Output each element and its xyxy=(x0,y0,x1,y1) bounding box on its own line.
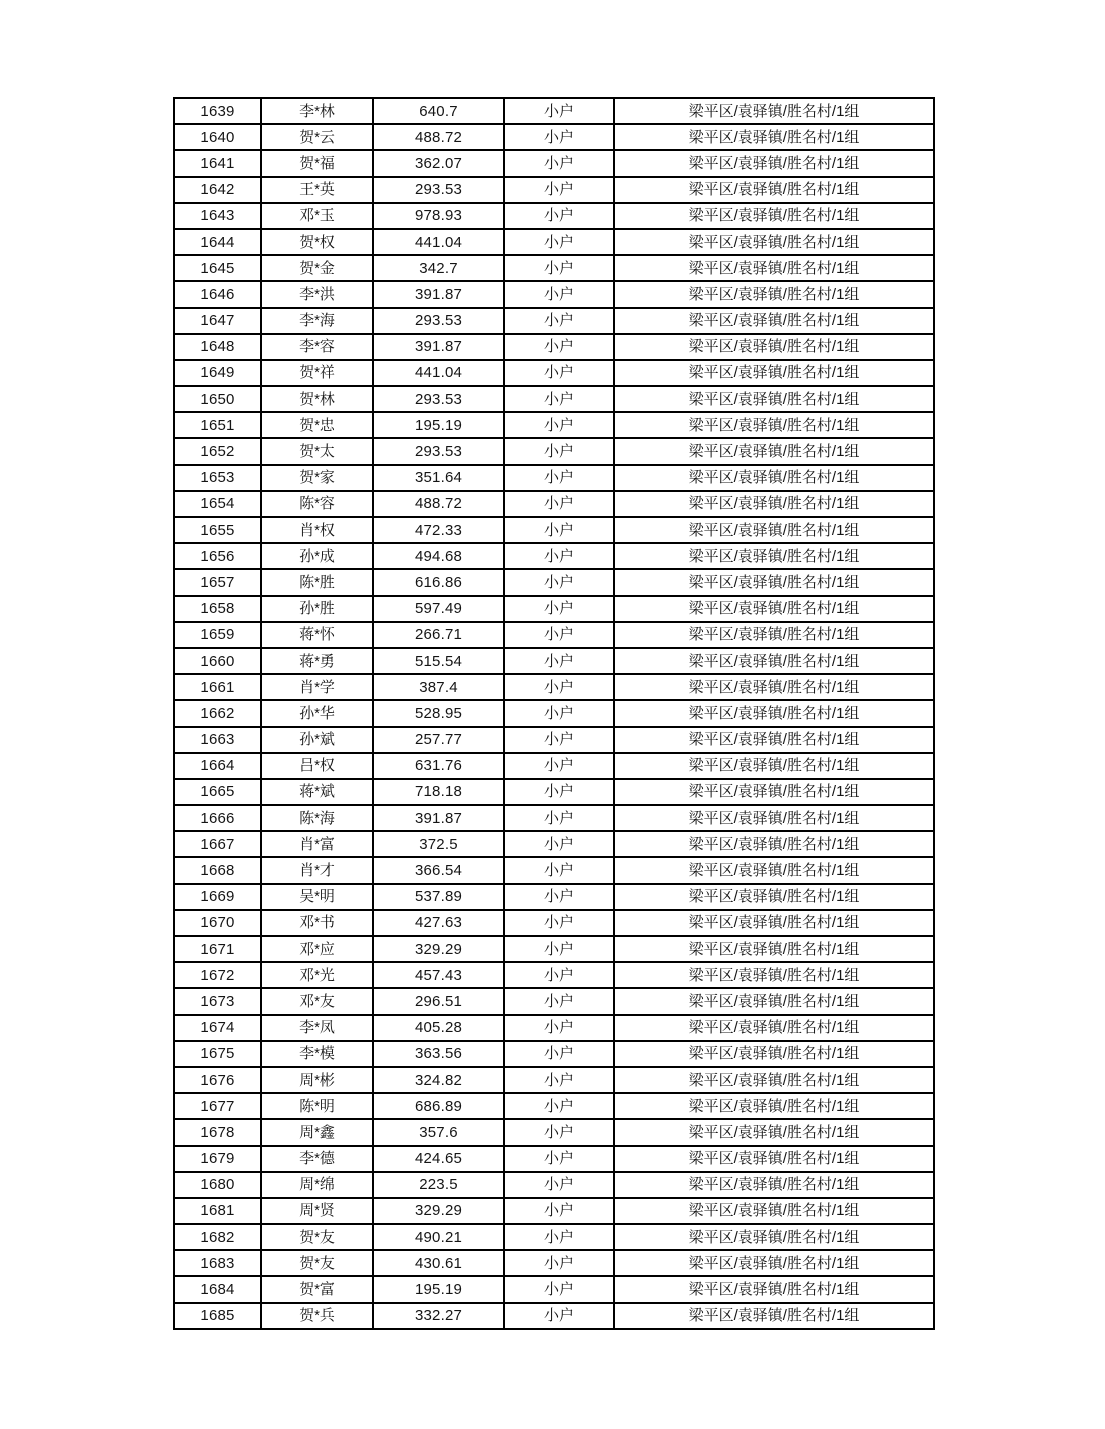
cell-id: 1674 xyxy=(174,1015,261,1041)
cell-location: 梁平区/袁驿镇/胜名村/1组 xyxy=(614,753,934,779)
cell-name: 周*贤 xyxy=(261,1198,373,1224)
table-row xyxy=(174,1119,934,1145)
cell-amount: 387.4 xyxy=(373,674,504,700)
cell-name: 李*凤 xyxy=(261,1015,373,1041)
table-row xyxy=(174,491,934,517)
table-row xyxy=(174,438,934,464)
cell-name: 李*海 xyxy=(261,308,373,334)
cell-amount: 441.04 xyxy=(373,229,504,255)
cell-category: 小户 xyxy=(504,988,614,1014)
cell-name: 邓*书 xyxy=(261,910,373,936)
cell-name: 贺*权 xyxy=(261,229,373,255)
cell-amount: 488.72 xyxy=(373,124,504,150)
cell-location: 梁平区/袁驿镇/胜名村/1组 xyxy=(614,281,934,307)
cell-location: 梁平区/袁驿镇/胜名村/1组 xyxy=(614,805,934,831)
cell-category: 小户 xyxy=(504,1015,614,1041)
table-row xyxy=(174,543,934,569)
cell-category: 小户 xyxy=(504,386,614,412)
table-row xyxy=(174,779,934,805)
cell-location: 梁平区/袁驿镇/胜名村/1组 xyxy=(614,1224,934,1250)
table-row xyxy=(174,281,934,307)
cell-location: 梁平区/袁驿镇/胜名村/1组 xyxy=(614,334,934,360)
cell-id: 1657 xyxy=(174,569,261,595)
cell-location: 梁平区/袁驿镇/胜名村/1组 xyxy=(614,98,934,124)
cell-name: 陈*容 xyxy=(261,491,373,517)
cell-category: 小户 xyxy=(504,1198,614,1224)
cell-amount: 391.87 xyxy=(373,281,504,307)
cell-id: 1666 xyxy=(174,805,261,831)
cell-category: 小户 xyxy=(504,203,614,229)
cell-id: 1647 xyxy=(174,308,261,334)
cell-amount: 329.29 xyxy=(373,936,504,962)
cell-category: 小户 xyxy=(504,1067,614,1093)
cell-category: 小户 xyxy=(504,569,614,595)
table-row xyxy=(174,386,934,412)
cell-location: 梁平区/袁驿镇/胜名村/1组 xyxy=(614,1172,934,1198)
cell-id: 1641 xyxy=(174,150,261,176)
table-row xyxy=(174,1015,934,1041)
table-row xyxy=(174,674,934,700)
cell-category: 小户 xyxy=(504,491,614,517)
cell-category: 小户 xyxy=(504,779,614,805)
cell-amount: 494.68 xyxy=(373,543,504,569)
cell-name: 蒋*勇 xyxy=(261,648,373,674)
cell-location: 梁平区/袁驿镇/胜名村/1组 xyxy=(614,962,934,988)
cell-amount: 332.27 xyxy=(373,1303,504,1329)
table-row xyxy=(174,753,934,779)
cell-id: 1645 xyxy=(174,255,261,281)
cell-amount: 266.71 xyxy=(373,622,504,648)
cell-amount: 329.29 xyxy=(373,1198,504,1224)
cell-category: 小户 xyxy=(504,308,614,334)
cell-location: 梁平区/袁驿镇/胜名村/1组 xyxy=(614,150,934,176)
cell-id: 1646 xyxy=(174,281,261,307)
cell-amount: 430.61 xyxy=(373,1250,504,1276)
table-row xyxy=(174,150,934,176)
cell-location: 梁平区/袁驿镇/胜名村/1组 xyxy=(614,700,934,726)
cell-name: 贺*家 xyxy=(261,465,373,491)
cell-category: 小户 xyxy=(504,255,614,281)
table-row xyxy=(174,569,934,595)
table-row xyxy=(174,255,934,281)
cell-id: 1652 xyxy=(174,438,261,464)
cell-location: 梁平区/袁驿镇/胜名村/1组 xyxy=(614,308,934,334)
cell-amount: 488.72 xyxy=(373,491,504,517)
cell-id: 1659 xyxy=(174,622,261,648)
table-row xyxy=(174,1146,934,1172)
cell-id: 1663 xyxy=(174,727,261,753)
cell-name: 吴*明 xyxy=(261,884,373,910)
cell-id: 1681 xyxy=(174,1198,261,1224)
cell-amount: 528.95 xyxy=(373,700,504,726)
cell-id: 1664 xyxy=(174,753,261,779)
table-row xyxy=(174,700,934,726)
cell-id: 1672 xyxy=(174,962,261,988)
table-row xyxy=(174,1093,934,1119)
cell-amount: 357.6 xyxy=(373,1119,504,1145)
cell-name: 周*彬 xyxy=(261,1067,373,1093)
cell-amount: 616.86 xyxy=(373,569,504,595)
cell-location: 梁平区/袁驿镇/胜名村/1组 xyxy=(614,1093,934,1119)
cell-name: 贺*云 xyxy=(261,124,373,150)
cell-id: 1675 xyxy=(174,1041,261,1067)
cell-location: 梁平区/袁驿镇/胜名村/1组 xyxy=(614,936,934,962)
cell-id: 1684 xyxy=(174,1276,261,1302)
cell-location: 梁平区/袁驿镇/胜名村/1组 xyxy=(614,857,934,883)
cell-location: 梁平区/袁驿镇/胜名村/1组 xyxy=(614,1041,934,1067)
cell-category: 小户 xyxy=(504,1276,614,1302)
table-row xyxy=(174,805,934,831)
cell-amount: 195.19 xyxy=(373,1276,504,1302)
cell-id: 1650 xyxy=(174,386,261,412)
cell-category: 小户 xyxy=(504,1172,614,1198)
cell-location: 梁平区/袁驿镇/胜名村/1组 xyxy=(614,491,934,517)
cell-id: 1667 xyxy=(174,831,261,857)
table-row xyxy=(174,98,934,124)
cell-category: 小户 xyxy=(504,962,614,988)
cell-category: 小户 xyxy=(504,648,614,674)
cell-category: 小户 xyxy=(504,334,614,360)
table-row xyxy=(174,517,934,543)
cell-location: 梁平区/袁驿镇/胜名村/1组 xyxy=(614,1276,934,1302)
cell-amount: 490.21 xyxy=(373,1224,504,1250)
table-row xyxy=(174,596,934,622)
cell-location: 梁平区/袁驿镇/胜名村/1组 xyxy=(614,203,934,229)
cell-location: 梁平区/袁驿镇/胜名村/1组 xyxy=(614,1250,934,1276)
cell-name: 邓*玉 xyxy=(261,203,373,229)
cell-category: 小户 xyxy=(504,150,614,176)
cell-name: 贺*福 xyxy=(261,150,373,176)
cell-id: 1660 xyxy=(174,648,261,674)
cell-location: 梁平区/袁驿镇/胜名村/1组 xyxy=(614,831,934,857)
cell-location: 梁平区/袁驿镇/胜名村/1组 xyxy=(614,674,934,700)
table-row xyxy=(174,1276,934,1302)
cell-category: 小户 xyxy=(504,700,614,726)
table-row xyxy=(174,1172,934,1198)
cell-id: 1655 xyxy=(174,517,261,543)
cell-category: 小户 xyxy=(504,438,614,464)
cell-amount: 537.89 xyxy=(373,884,504,910)
cell-name: 李*洪 xyxy=(261,281,373,307)
cell-category: 小户 xyxy=(504,412,614,438)
cell-location: 梁平区/袁驿镇/胜名村/1组 xyxy=(614,360,934,386)
cell-id: 1640 xyxy=(174,124,261,150)
cell-category: 小户 xyxy=(504,177,614,203)
cell-category: 小户 xyxy=(504,360,614,386)
table-row xyxy=(174,936,934,962)
cell-amount: 597.49 xyxy=(373,596,504,622)
cell-id: 1651 xyxy=(174,412,261,438)
cell-name: 贺*友 xyxy=(261,1224,373,1250)
cell-name: 陈*明 xyxy=(261,1093,373,1119)
cell-category: 小户 xyxy=(504,543,614,569)
table-row xyxy=(174,465,934,491)
cell-name: 蒋*怀 xyxy=(261,622,373,648)
cell-name: 孙*胜 xyxy=(261,596,373,622)
table-row xyxy=(174,308,934,334)
cell-category: 小户 xyxy=(504,98,614,124)
cell-location: 梁平区/袁驿镇/胜名村/1组 xyxy=(614,988,934,1014)
cell-category: 小户 xyxy=(504,229,614,255)
cell-name: 周*绵 xyxy=(261,1172,373,1198)
cell-location: 梁平区/袁驿镇/胜名村/1组 xyxy=(614,1146,934,1172)
cell-location: 梁平区/袁驿镇/胜名村/1组 xyxy=(614,124,934,150)
cell-id: 1669 xyxy=(174,884,261,910)
cell-id: 1673 xyxy=(174,988,261,1014)
table-row xyxy=(174,1041,934,1067)
cell-name: 邓*应 xyxy=(261,936,373,962)
cell-amount: 718.18 xyxy=(373,779,504,805)
cell-amount: 293.53 xyxy=(373,438,504,464)
cell-amount: 223.5 xyxy=(373,1172,504,1198)
cell-name: 邓*光 xyxy=(261,962,373,988)
cell-location: 梁平区/袁驿镇/胜名村/1组 xyxy=(614,1119,934,1145)
table-row xyxy=(174,229,934,255)
cell-location: 梁平区/袁驿镇/胜名村/1组 xyxy=(614,1198,934,1224)
cell-amount: 366.54 xyxy=(373,857,504,883)
cell-id: 1643 xyxy=(174,203,261,229)
cell-name: 周*鑫 xyxy=(261,1119,373,1145)
cell-category: 小户 xyxy=(504,465,614,491)
cell-name: 邓*友 xyxy=(261,988,373,1014)
cell-amount: 441.04 xyxy=(373,360,504,386)
cell-name: 蒋*斌 xyxy=(261,779,373,805)
cell-amount: 391.87 xyxy=(373,805,504,831)
cell-id: 1665 xyxy=(174,779,261,805)
cell-amount: 372.5 xyxy=(373,831,504,857)
cell-category: 小户 xyxy=(504,1093,614,1119)
cell-category: 小户 xyxy=(504,831,614,857)
cell-name: 肖*才 xyxy=(261,857,373,883)
cell-id: 1648 xyxy=(174,334,261,360)
cell-amount: 405.28 xyxy=(373,1015,504,1041)
cell-id: 1661 xyxy=(174,674,261,700)
cell-name: 贺*富 xyxy=(261,1276,373,1302)
table-row xyxy=(174,857,934,883)
cell-location: 梁平区/袁驿镇/胜名村/1组 xyxy=(614,1303,934,1329)
cell-category: 小户 xyxy=(504,857,614,883)
cell-location: 梁平区/袁驿镇/胜名村/1组 xyxy=(614,884,934,910)
cell-location: 梁平区/袁驿镇/胜名村/1组 xyxy=(614,1015,934,1041)
cell-id: 1653 xyxy=(174,465,261,491)
cell-amount: 324.82 xyxy=(373,1067,504,1093)
table-row xyxy=(174,334,934,360)
cell-id: 1683 xyxy=(174,1250,261,1276)
cell-name: 吕*权 xyxy=(261,753,373,779)
cell-name: 贺*友 xyxy=(261,1250,373,1276)
cell-category: 小户 xyxy=(504,1041,614,1067)
table-row xyxy=(174,1067,934,1093)
cell-location: 梁平区/袁驿镇/胜名村/1组 xyxy=(614,517,934,543)
cell-name: 孙*成 xyxy=(261,543,373,569)
cell-name: 李*德 xyxy=(261,1146,373,1172)
cell-id: 1677 xyxy=(174,1093,261,1119)
cell-location: 梁平区/袁驿镇/胜名村/1组 xyxy=(614,779,934,805)
cell-name: 肖*富 xyxy=(261,831,373,857)
table-row xyxy=(174,124,934,150)
cell-id: 1671 xyxy=(174,936,261,962)
table-row xyxy=(174,177,934,203)
cell-category: 小户 xyxy=(504,936,614,962)
cell-name: 孙*斌 xyxy=(261,727,373,753)
cell-name: 贺*忠 xyxy=(261,412,373,438)
table-body xyxy=(174,98,934,1329)
cell-location: 梁平区/袁驿镇/胜名村/1组 xyxy=(614,543,934,569)
cell-id: 1676 xyxy=(174,1067,261,1093)
cell-name: 贺*祥 xyxy=(261,360,373,386)
table-row xyxy=(174,988,934,1014)
cell-amount: 472.33 xyxy=(373,517,504,543)
cell-category: 小户 xyxy=(504,517,614,543)
cell-category: 小户 xyxy=(504,1303,614,1329)
cell-amount: 640.7 xyxy=(373,98,504,124)
cell-name: 肖*权 xyxy=(261,517,373,543)
cell-id: 1679 xyxy=(174,1146,261,1172)
cell-name: 李*模 xyxy=(261,1041,373,1067)
cell-id: 1680 xyxy=(174,1172,261,1198)
table-row xyxy=(174,727,934,753)
cell-amount: 515.54 xyxy=(373,648,504,674)
cell-amount: 362.07 xyxy=(373,150,504,176)
cell-category: 小户 xyxy=(504,1119,614,1145)
cell-category: 小户 xyxy=(504,727,614,753)
table-row xyxy=(174,648,934,674)
cell-location: 梁平区/袁驿镇/胜名村/1组 xyxy=(614,727,934,753)
cell-amount: 391.87 xyxy=(373,334,504,360)
cell-id: 1642 xyxy=(174,177,261,203)
cell-location: 梁平区/袁驿镇/胜名村/1组 xyxy=(614,622,934,648)
cell-amount: 296.51 xyxy=(373,988,504,1014)
data-table xyxy=(173,97,935,1330)
cell-location: 梁平区/袁驿镇/胜名村/1组 xyxy=(614,569,934,595)
cell-amount: 457.43 xyxy=(373,962,504,988)
table-row xyxy=(174,1250,934,1276)
cell-amount: 978.93 xyxy=(373,203,504,229)
cell-name: 李*林 xyxy=(261,98,373,124)
cell-name: 贺*兵 xyxy=(261,1303,373,1329)
cell-amount: 424.65 xyxy=(373,1146,504,1172)
cell-location: 梁平区/袁驿镇/胜名村/1组 xyxy=(614,386,934,412)
cell-location: 梁平区/袁驿镇/胜名村/1组 xyxy=(614,465,934,491)
cell-id: 1685 xyxy=(174,1303,261,1329)
cell-location: 梁平区/袁驿镇/胜名村/1组 xyxy=(614,177,934,203)
cell-category: 小户 xyxy=(504,753,614,779)
cell-category: 小户 xyxy=(504,596,614,622)
cell-amount: 631.76 xyxy=(373,753,504,779)
cell-id: 1654 xyxy=(174,491,261,517)
cell-name: 肖*学 xyxy=(261,674,373,700)
table-row xyxy=(174,884,934,910)
cell-location: 梁平区/袁驿镇/胜名村/1组 xyxy=(614,596,934,622)
cell-name: 陈*海 xyxy=(261,805,373,831)
cell-id: 1668 xyxy=(174,857,261,883)
cell-location: 梁平区/袁驿镇/胜名村/1组 xyxy=(614,412,934,438)
cell-amount: 342.7 xyxy=(373,255,504,281)
cell-category: 小户 xyxy=(504,910,614,936)
cell-name: 孙*华 xyxy=(261,700,373,726)
cell-category: 小户 xyxy=(504,1250,614,1276)
cell-id: 1649 xyxy=(174,360,261,386)
cell-id: 1644 xyxy=(174,229,261,255)
cell-location: 梁平区/袁驿镇/胜名村/1组 xyxy=(614,648,934,674)
cell-category: 小户 xyxy=(504,884,614,910)
cell-id: 1662 xyxy=(174,700,261,726)
table-row xyxy=(174,831,934,857)
cell-amount: 195.19 xyxy=(373,412,504,438)
cell-name: 王*英 xyxy=(261,177,373,203)
cell-id: 1656 xyxy=(174,543,261,569)
cell-amount: 257.77 xyxy=(373,727,504,753)
cell-amount: 351.64 xyxy=(373,465,504,491)
cell-id: 1678 xyxy=(174,1119,261,1145)
cell-amount: 427.63 xyxy=(373,910,504,936)
table-row xyxy=(174,962,934,988)
table-row xyxy=(174,360,934,386)
cell-location: 梁平区/袁驿镇/胜名村/1组 xyxy=(614,229,934,255)
cell-category: 小户 xyxy=(504,622,614,648)
cell-category: 小户 xyxy=(504,674,614,700)
cell-category: 小户 xyxy=(504,1224,614,1250)
cell-amount: 293.53 xyxy=(373,308,504,334)
cell-amount: 363.56 xyxy=(373,1041,504,1067)
cell-name: 贺*太 xyxy=(261,438,373,464)
table-row xyxy=(174,910,934,936)
cell-location: 梁平区/袁驿镇/胜名村/1组 xyxy=(614,910,934,936)
table-row xyxy=(174,203,934,229)
cell-location: 梁平区/袁驿镇/胜名村/1组 xyxy=(614,438,934,464)
cell-location: 梁平区/袁驿镇/胜名村/1组 xyxy=(614,255,934,281)
cell-amount: 686.89 xyxy=(373,1093,504,1119)
cell-id: 1670 xyxy=(174,910,261,936)
cell-amount: 293.53 xyxy=(373,177,504,203)
cell-name: 李*容 xyxy=(261,334,373,360)
cell-id: 1682 xyxy=(174,1224,261,1250)
cell-category: 小户 xyxy=(504,281,614,307)
cell-name: 贺*林 xyxy=(261,386,373,412)
table-row xyxy=(174,1224,934,1250)
cell-name: 陈*胜 xyxy=(261,569,373,595)
cell-category: 小户 xyxy=(504,1146,614,1172)
table-row xyxy=(174,412,934,438)
table-row xyxy=(174,622,934,648)
cell-id: 1639 xyxy=(174,98,261,124)
cell-category: 小户 xyxy=(504,124,614,150)
cell-category: 小户 xyxy=(504,805,614,831)
cell-name: 贺*金 xyxy=(261,255,373,281)
cell-location: 梁平区/袁驿镇/胜名村/1组 xyxy=(614,1067,934,1093)
table-row xyxy=(174,1303,934,1329)
table-row xyxy=(174,1198,934,1224)
cell-amount: 293.53 xyxy=(373,386,504,412)
cell-id: 1658 xyxy=(174,596,261,622)
